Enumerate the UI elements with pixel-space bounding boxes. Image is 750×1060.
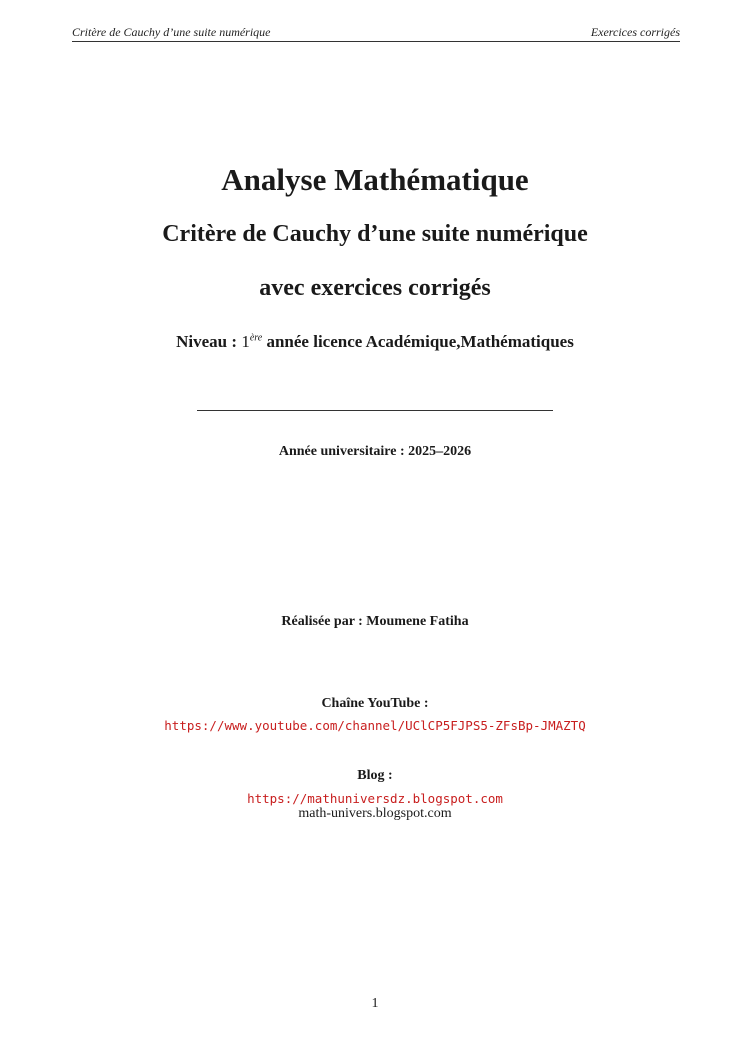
blog-plain-text: math-univers.blogspot.com — [298, 806, 452, 821]
author-line: Réalisée par : Moumene Fatiha — [281, 614, 469, 629]
blog-link-row — [0, 788, 750, 807]
horizontal-rule — [197, 410, 553, 411]
blog-label: Blog : — [357, 768, 393, 783]
youtube-link-row — [0, 715, 750, 734]
level-number: 1ère — [241, 332, 263, 351]
document-title: Analyse Mathématique — [221, 162, 529, 197]
header-right-title: Exercices corrigés — [590, 25, 680, 39]
academic-year: Année universitaire : 2025–2026 — [278, 444, 472, 459]
level-label: Niveau : — [176, 332, 238, 351]
page-number: 1 — [371, 996, 379, 1011]
youtube-link[interactable]: https://www.youtube.com/channel/UClCP5FJPS5-ZFsBp-JMAZTQ — [164, 718, 586, 733]
level-description: année licence Académique,Mathématiques — [266, 332, 574, 351]
blog-link[interactable]: https://mathuniversdz.blogspot.com — [247, 791, 503, 806]
level-line — [0, 332, 750, 352]
document-subtitle: Critère de Cauchy d’une suite numérique — [162, 221, 588, 247]
header-left-title: Critère de Cauchy d’une suite numérique — [72, 25, 271, 39]
running-header — [72, 25, 680, 42]
youtube-label: Chaîne YouTube : — [321, 696, 429, 711]
level-superscript: ère — [249, 332, 263, 344]
document-subtitle-2: avec exercices corrigés — [259, 275, 491, 301]
